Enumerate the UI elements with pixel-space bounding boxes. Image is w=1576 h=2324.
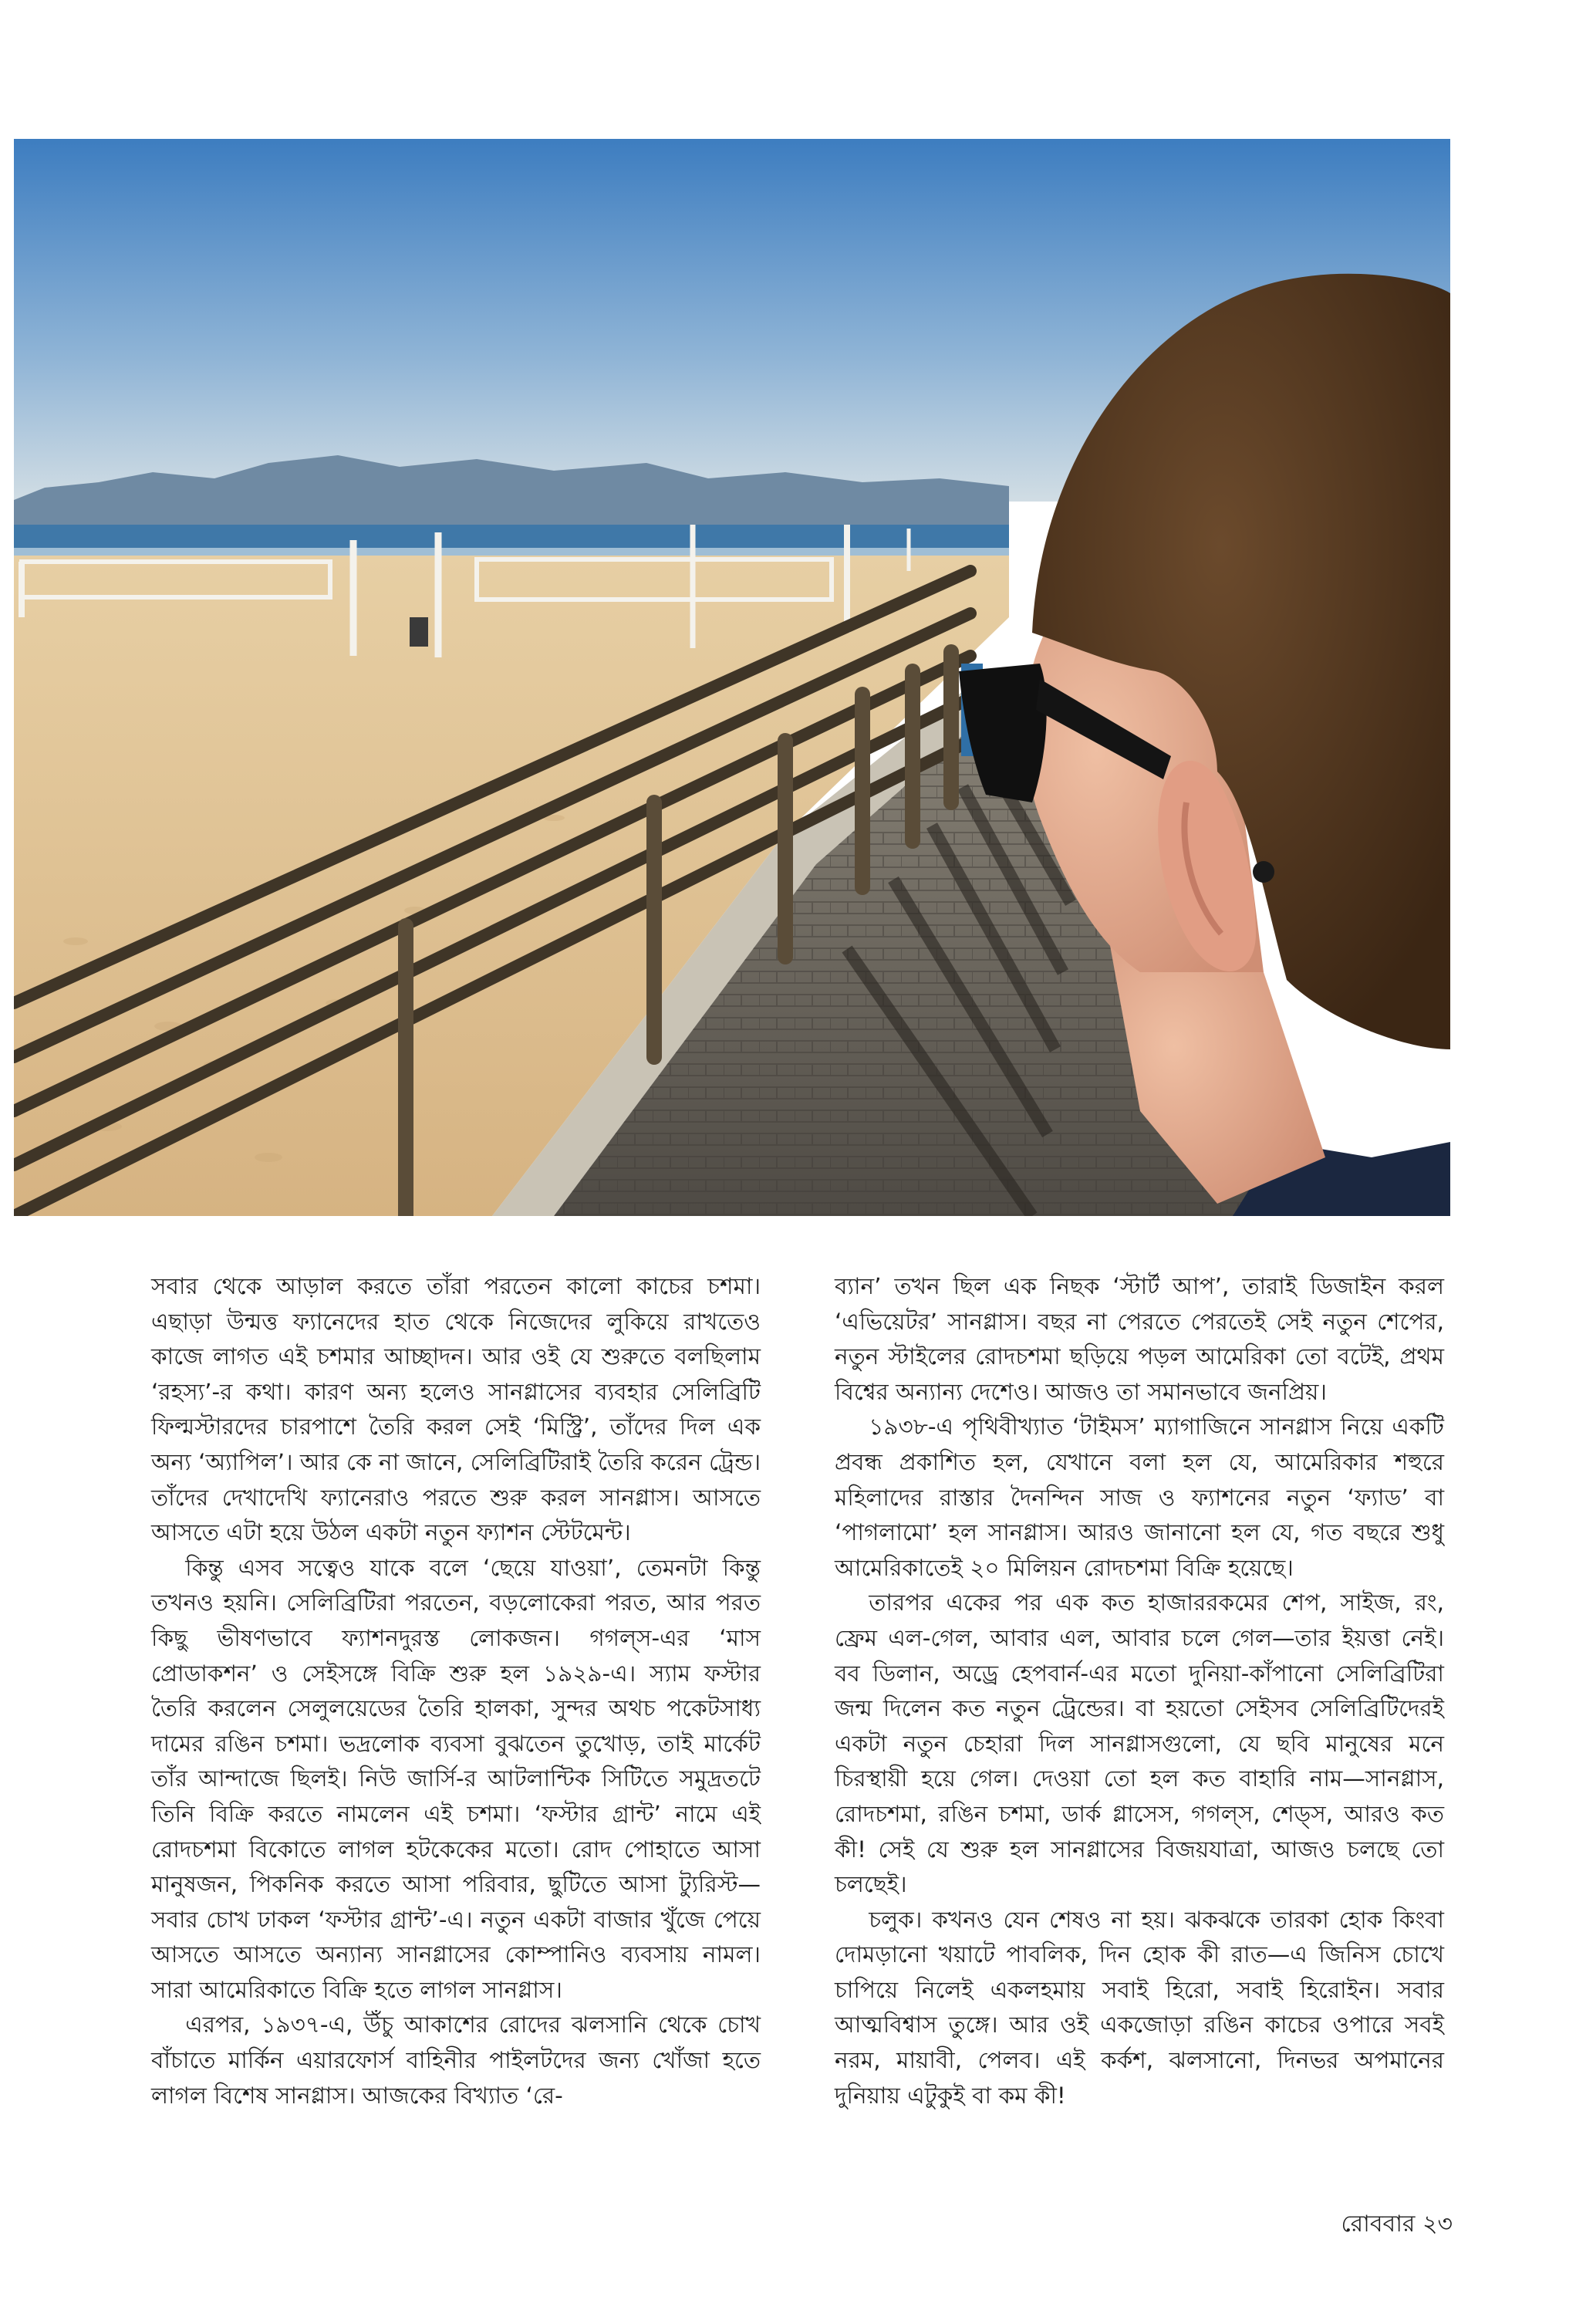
right-paragraph-1: ব্যান’ তখন ছিল এক নিছক ‘স্টার্ট আপ’, তারাই ডিজাইন করল ‘এভিয়েটর’ সানগ্লাস। বছর না পেরতে পেরতেই সেই নতুন শেপের, নতুন স্টাইলের রোদচশমা ছড়িয়ে পড়ল আমেরিকা তো বটেই, প্রথম বিশ্বের অন্যান্য দেশেও। আজও তা সমানভাবে জনপ্রিয়। (835, 1273, 1444, 1405)
article-photo (14, 139, 1450, 1216)
article-column-left (151, 1269, 761, 2113)
left-paragraph-3: এরপর, ১৯৩৭-এ, উঁচু আকাশের রোদের ঝলসানি থেকে চোখ বাঁচাতে মার্কিন এয়ারফোর্স বাহিনীর পাইলটদের জন্য খোঁজা হতে লাগল বিশেষ সানগ্লাস। আজকের বিখ্যাত ‘রে- (151, 2012, 761, 2109)
right-paragraph-3: তারপর একের পর এক কত হাজাররকমের শেপ, সাইজ, রং, ফ্রেম এল-গেল, আবার এল, আবার চলে গেল—তার ইয়ত্তা নেই। বব ডিলান, অড্রে হেপবার্ন-এর মতো দুনিয়া-কাঁপানো সেলিব্রিটিরা জন্ম দিলেন কত নতুন ট্রেন্ডের। বা হয়তো সেইসব সেলিব্রিটিদেরই একটা নতুন চেহারা দিল সানগ্লাসগুলো, যে ছবি মানুষের মনে চিরস্থায়ী হয়ে গেল। দেওয়া তো হল কত বাহারি নাম—সানগ্লাস, রোদচশমা, রঙিন চশমা, ডার্ক গ্লাসেস, গগল্‌স, শেড্‌স, আরও কত কী! সেই যে শুরু হল সানগ্লাসের বিজয়যাত্রা, আজও চলছে তো চলছেই। (835, 1589, 1444, 1898)
right-paragraph-2: ১৯৩৮-এ পৃথিবীখ্যাত ‘টাইমস’ ম্যাগাজিনে সানগ্লাস নিয়ে একটি প্রবন্ধ প্রকাশিত হল, যেখানে বলা হল যে, আমেরিকার শহুরে মহিলাদের রাস্তার দৈনন্দিন সাজ ও ফ্যাশনের নতুন ‘ফ্যাড’ বা ‘পাগলামো’ হল সানগ্লাস। আরও জানানো হল যে, গত বছরে শুধু আমেরিকাতেই ২০ মিলিয়ন রোদচশমা বিক্রি হয়েছে। (835, 1414, 1444, 1581)
beach-sunglasses-photo (14, 139, 1450, 1216)
trash-can (410, 617, 428, 647)
left-paragraph-1: সবার থেকে আড়াল করতে তাঁরা পরতেন কালো কাচের চশমা। এছাড়া উন্মত্ত ফ্যানেদের হাত থেকে নিজেদের লুকিয়ে রাখতেও কাজে লাগত এই চশমার আচ্ছাদন। আর ওই যে শুরুতে বলছিলাম ‘রহস্য’-র কথা। কারণ অন্য হলেও সানগ্লাসের ব্যবহার সেলিব্রিটি ফিল্মস্টারদের চারপাশে তৈরি করল সেই ‘মিস্ট্রি’, তাঁদের দিল এক অন্য ‘অ্যাপিল’। আর কে না জানে, সেলিব্রিটিরাই তৈরি করেন ট্রেন্ড। তাঁদের দেখাদেখি ফ্যানেরাও পরতে শুরু করল সানগ্লাস। আসতে আসতে এটা হয়ে উঠল একটা নতুন ফ্যাশন স্টেটমেন্ট। (151, 1273, 761, 1546)
page-folio: রোববার ২৩ (1341, 2211, 1453, 2238)
article-column-right (835, 1269, 1444, 2113)
right-paragraph-4: চলুক। কখনও যেন শেষও না হয়। ঝকঝকে তারকা হোক কিংবা দোমড়ানো খয়াটে পাবলিক, দিন হোক কী রাত—এ জিনিস চোখে চাপিয়ে নিলেই একলহমায় সবাই হিরো, সবাই হিরোইন। সবার আত্মবিশ্বাস তুঙ্গে। আর ওই একজোড়া রঙিন কাচের ওপারে সবই নরম, মায়াবী, পেলব। এই কর্কশ, ঝলসানো, দিনভর অপমানের দুনিয়ায় এটুকুই বা কম কী! (835, 1906, 1444, 2109)
left-paragraph-2: কিন্তু এসব সত্বেও যাকে বলে ‘ছেয়ে যাওয়া’, তেমনটা কিন্তু তখনও হয়নি। সেলিব্রিটিরা পরতেন, বড়লোকেরা পরত, আর পরত কিছু ভীষণভাবে ফ্যাশনদুরস্ত লোকজন। গগল্‌স-এর ‘মাস প্রোডাকশন’ ও সেইসঙ্গে বিক্রি শুরু হল ১৯২৯-এ। স্যাম ফস্টার তৈরি করলেন সেলুলয়েডের তৈরি হালকা, সুন্দর অথচ পকেটসাধ্য দামের রঙিন চশমা। ভদ্রলোক ব্যবসা বুঝতেন তুখোড়, তাই মার্কেট তাঁর আন্দাজে ছিলই। নিউ জার্সি-র আটলান্টিক সিটিতে সমুদ্রতটে তিনি বিক্রি করতে নামলেন এই চশমা। ‘ফস্টার গ্রান্ট’ নামে এই রোদচশমা বিকোতে লাগল হটকেকের মতো। রোদ পোহাতে আসা মানুষজন, পিকনিক করতে আসা পরিবার, ছুটিতে আসা ট্যুরিস্ট—সবার চোখ ঢাকল ‘ফস্টার গ্রান্ট’-এ। নতুন একটা বাজার খুঁজে পেয়ে আসতে আসতে অন্যান্য সানগ্লাসের কোম্পানিও ব্যবসায় নামল। সারা আমেরিকাতে বিক্রি হতে লাগল সানগ্লাস। (151, 1554, 761, 2003)
